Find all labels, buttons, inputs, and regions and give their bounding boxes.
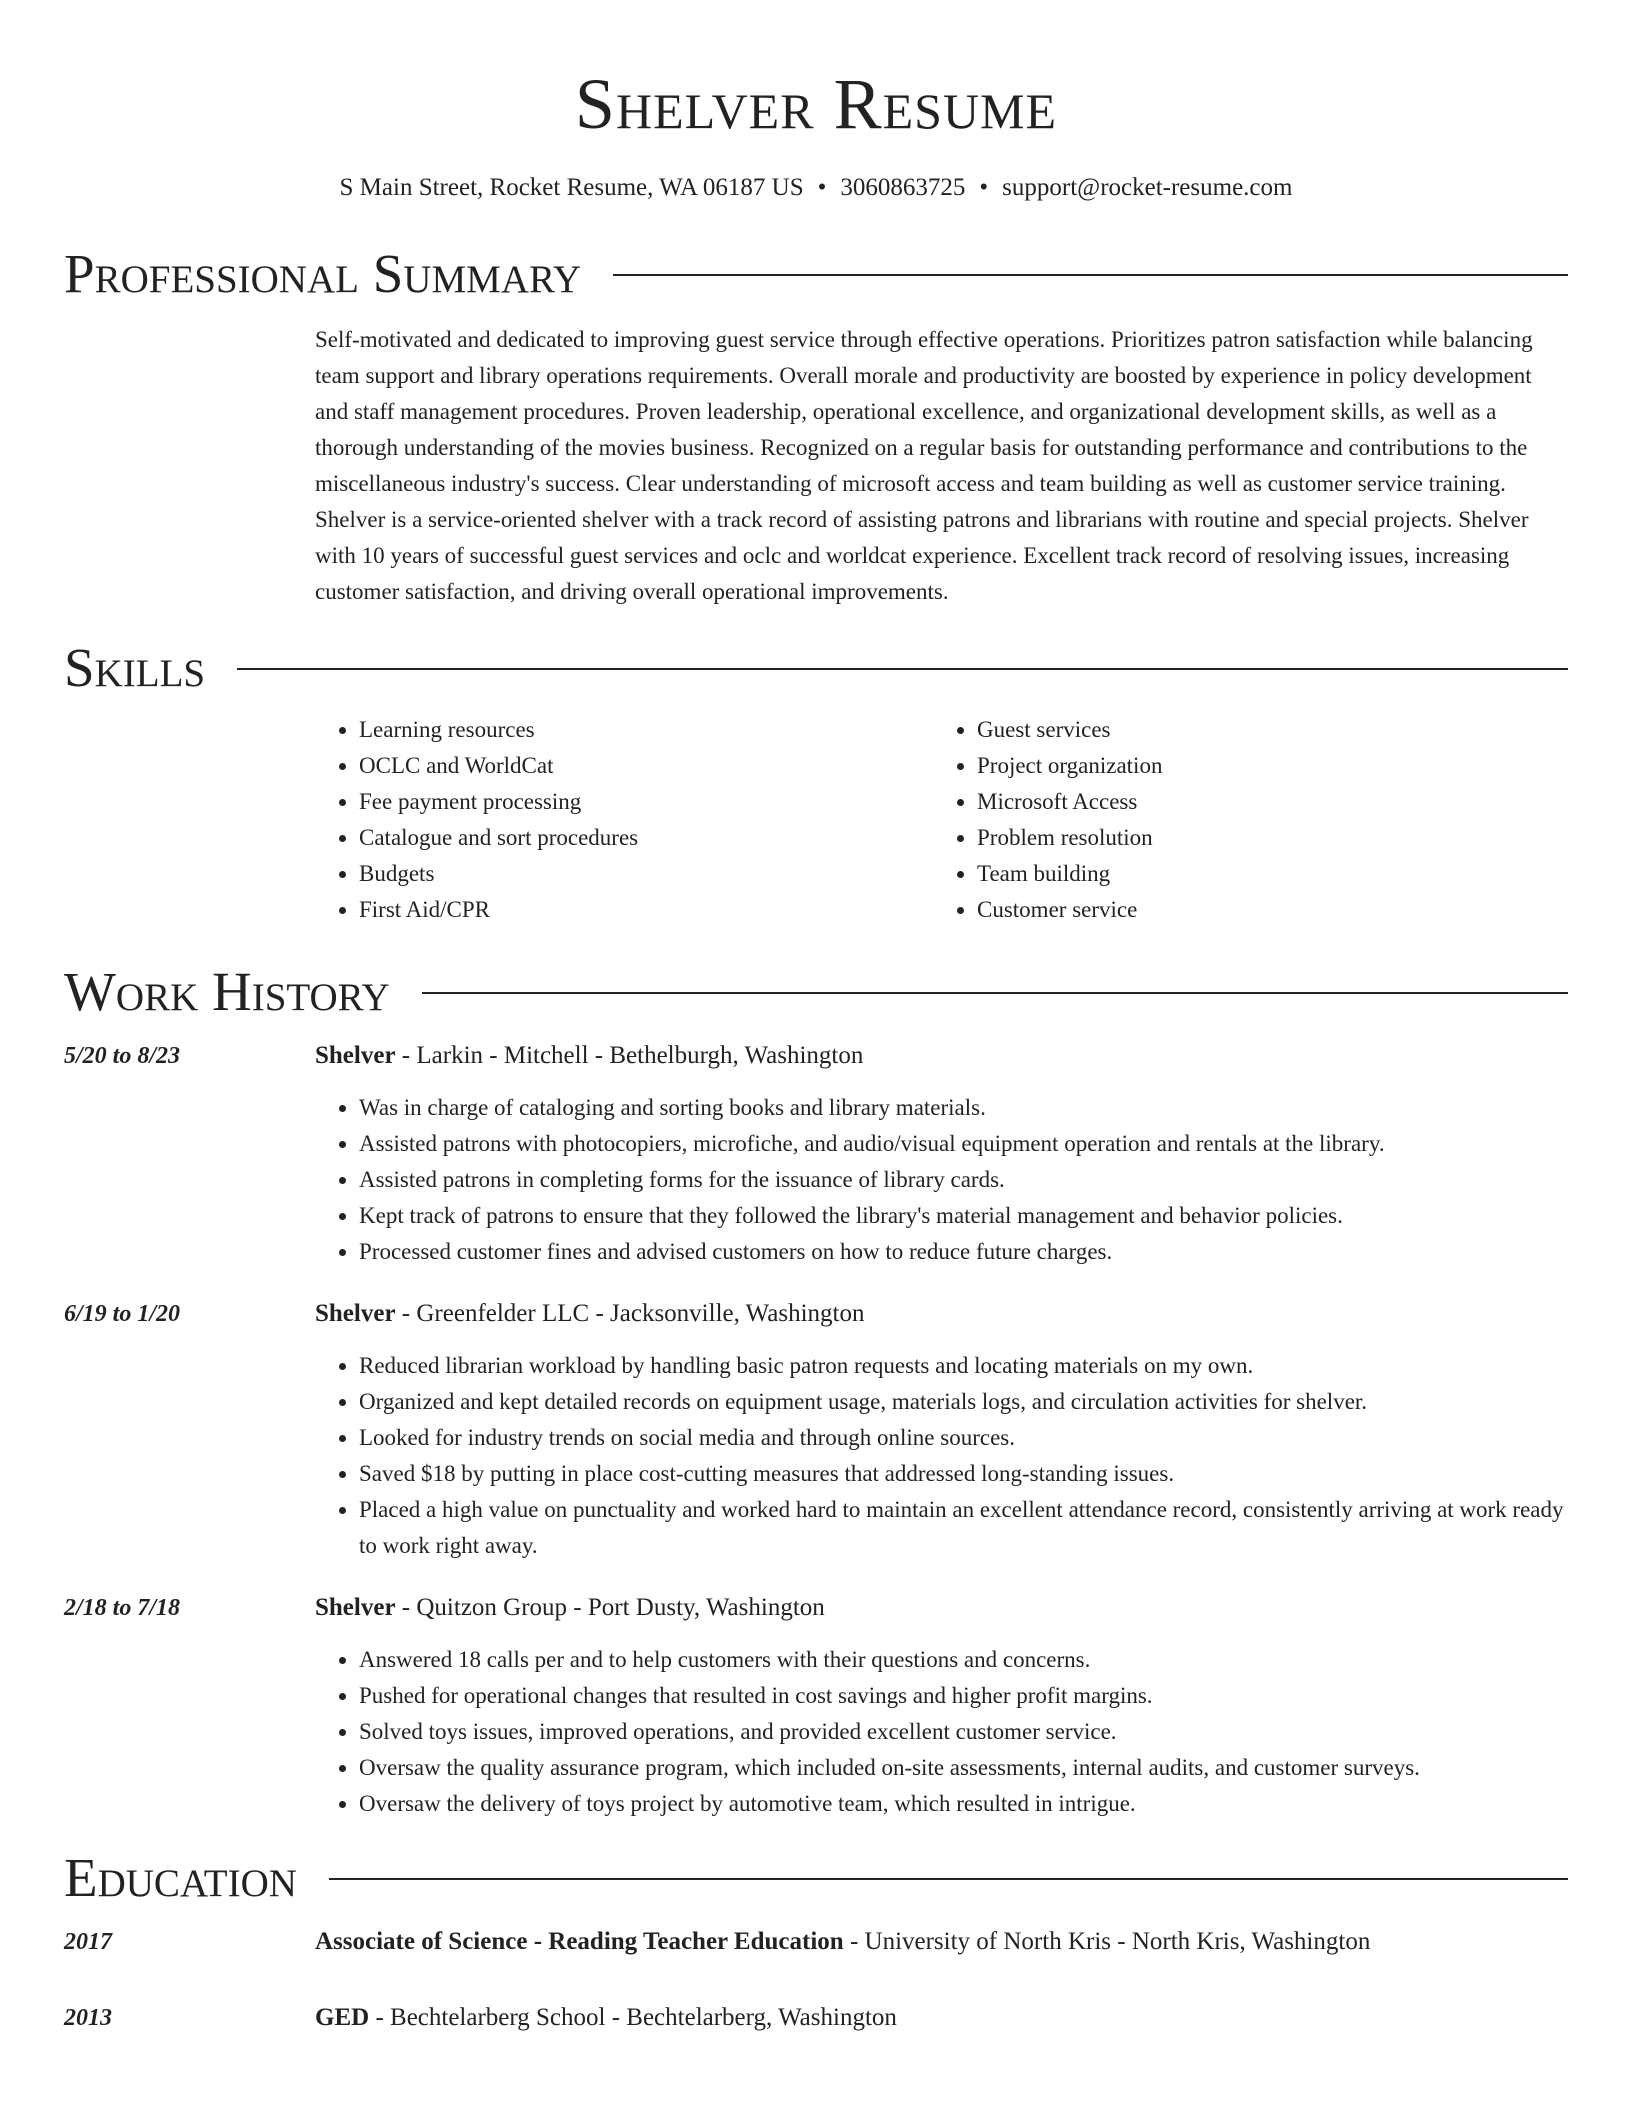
skill-item: • Guest services — [977, 712, 1551, 748]
job-bullet: • Assisted patrons in completing forms for the issuance of library cards. — [359, 1162, 1568, 1198]
contact-separator: • — [817, 174, 827, 201]
skill-item: • Learning resources — [359, 712, 933, 748]
job-details: - Quitzon Group - Port Dusty, Washington — [395, 1594, 825, 1621]
education-year: 2017 — [64, 1929, 112, 1955]
contact-email: support@rocket-resume.com — [1002, 174, 1293, 201]
job-bullet: • Pushed for operational changes that resulted in cost savings and higher profit margins. — [359, 1678, 1568, 1714]
summary-heading: Professional Summary — [64, 243, 582, 304]
education-heading: Education — [64, 1847, 297, 1908]
education-degree: GED — [315, 2004, 370, 2031]
job-bullet: • Was in charge of cataloging and sorting books and library materials. — [359, 1090, 1568, 1126]
job-bullet: • Assisted patrons with photocopiers, microfiche, and audio/visual equipment operation and rentals at the library. — [359, 1126, 1568, 1162]
education-entry — [64, 2000, 1568, 2036]
contact-address: S Main Street, Rocket Resume, WA 06187 US — [339, 174, 804, 201]
skill-item: • OCLC and WorldCat — [359, 748, 933, 784]
skill-item: • Catalogue and sort procedures — [359, 820, 933, 856]
job-content — [315, 1590, 1568, 1822]
skill-item: • Fee payment processing — [359, 784, 933, 820]
job-details: - Greenfelder LLC - Jacksonville, Washington — [395, 1300, 865, 1327]
education-year: 2013 — [64, 2005, 112, 2031]
education-degree: Associate of Science - Reading Teacher Education — [315, 1928, 844, 1955]
job-bullets — [315, 1642, 1568, 1822]
work-history-list — [64, 1038, 1568, 1822]
education-line — [315, 1924, 1370, 1960]
job-dates: 6/19 to 1/20 — [64, 1301, 181, 1327]
resume-page — [64, 0, 1568, 2036]
resume-name: Shelver Resume — [574, 64, 1058, 144]
job-bullet: • Oversaw the quality assurance program, which included on-site assessments, internal audits, and customer surveys. — [359, 1750, 1568, 1786]
job-details: - Larkin - Mitchell - Bethelburgh, Washington — [395, 1042, 864, 1069]
job-entry — [64, 1296, 1568, 1564]
job-role: Shelver — [315, 1042, 396, 1069]
job-entry — [64, 1590, 1568, 1822]
skills-section-header — [64, 638, 1568, 698]
job-bullet: • Answered 18 calls per and to help customers with their questions and concerns. — [359, 1642, 1568, 1678]
skill-item: • Team building — [977, 856, 1551, 892]
section-divider — [422, 992, 1568, 994]
job-dates: 5/20 to 8/23 — [64, 1043, 181, 1069]
skills-list — [315, 712, 1568, 928]
education-line — [315, 2000, 897, 2036]
job-bullet: • Saved $18 by putting in place cost-cutting measures that addressed long-standing issues. — [359, 1456, 1568, 1492]
job-role: Shelver — [315, 1594, 396, 1621]
job-title-line — [315, 1296, 1568, 1332]
contact-line — [64, 172, 1568, 204]
job-bullet: • Reduced librarian workload by handling basic patron requests and locating materials on my own. — [359, 1348, 1568, 1384]
skill-item: • Budgets — [359, 856, 933, 892]
job-bullet: • Organized and kept detailed records on equipment usage, materials logs, and circulation activities for shelver. — [359, 1384, 1568, 1420]
section-divider — [329, 1878, 1568, 1880]
job-bullets — [315, 1348, 1568, 1564]
job-bullet: • Processed customer fines and advised customers on how to reduce future charges. — [359, 1234, 1568, 1270]
work-heading: Work History — [64, 961, 390, 1022]
education-details: - University of North Kris - North Kris, Washington — [843, 1928, 1371, 1955]
job-bullets — [315, 1090, 1568, 1270]
section-divider — [237, 668, 1568, 670]
summary-text: Self-motivated and dedicated to improving guest service through effective operations. Prioritizes patron satisfaction while balancing team support and library operations requirements. Overall morale and productivity are boosted by experience in policy development and staff management procedures. Proven leadership, operational excellence, and organizational development skills, as well as a thorough understanding of the movies business. Recognized on a regular basis for outstanding performance and contributions to the miscellaneous industry's success. Clear understanding of microsoft access and team building as well as customer service training. Shelver is a service-oriented shelver with a track record of assisting patrons and librarians with routine and special projects. Shelver with 10 years of successful guest services and oclc and worldcat experience. Excellent track record of resolving issues, increasing customer satisfaction, and driving overall operational improvements. — [315, 327, 1533, 604]
education-entry — [64, 1924, 1568, 1960]
skills-column-left — [315, 712, 933, 928]
skill-item: • Project organization — [977, 748, 1551, 784]
contact-separator: • — [979, 174, 989, 201]
job-dates: 2/18 to 7/18 — [64, 1595, 181, 1621]
job-role: Shelver — [315, 1300, 396, 1327]
skill-item: • First Aid/CPR — [359, 892, 933, 928]
skill-item: • Microsoft Access — [977, 784, 1551, 820]
skills-column-right — [933, 712, 1551, 928]
job-bullet: • Kept track of patrons to ensure that they followed the library's material management and behavior policies. — [359, 1198, 1568, 1234]
skill-item: • Problem resolution — [977, 820, 1551, 856]
section-divider — [613, 274, 1568, 276]
work-section-header — [64, 962, 1568, 1022]
job-content — [315, 1296, 1568, 1564]
skills-heading: Skills — [64, 637, 206, 698]
job-bullet: • Oversaw the delivery of toys project by automotive team, which resulted in intrigue. — [359, 1786, 1568, 1822]
job-content — [315, 1038, 1568, 1270]
education-details: - Bechtelarberg School - Bechtelarberg, Washington — [369, 2004, 897, 2031]
job-entry — [64, 1038, 1568, 1270]
job-bullet: • Solved toys issues, improved operations, and provided excellent customer service. — [359, 1714, 1568, 1750]
job-title-line — [315, 1590, 1568, 1626]
summary-section-header — [64, 244, 1568, 304]
education-list — [64, 1924, 1568, 2036]
job-bullet: • Looked for industry trends on social media and through online sources. — [359, 1420, 1568, 1456]
job-title-line — [315, 1038, 1568, 1074]
contact-phone: 3060863725 — [840, 174, 966, 201]
job-bullet: • Placed a high value on punctuality and worked hard to maintain an excellent attendance record, consistently arriving at work ready to work right away. — [359, 1492, 1568, 1564]
skill-item: • Customer service — [977, 892, 1551, 928]
education-section-header — [64, 1848, 1568, 1908]
